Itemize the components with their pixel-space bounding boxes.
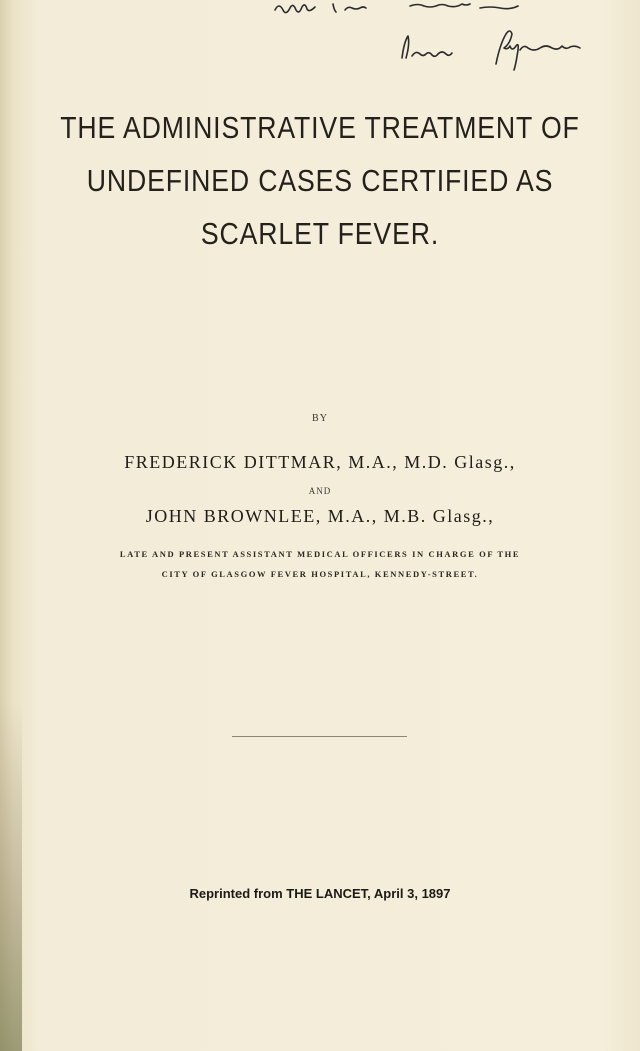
author-dittmar: FREDERICK DITTMAR, M.A., M.D. Glasg., [124, 452, 516, 472]
affiliation-line-2: CITY OF GLASGOW FEVER HOSPITAL, KENNEDY-STREET. [161, 569, 479, 579]
author-brownlee: JOHN BROWNLEE, M.A., M.B. Glasg., [145, 506, 495, 526]
handwritten-inscription [0, 0, 640, 80]
page-edge-stain [0, 700, 22, 1051]
affiliation-line-1: LATE AND PRESENT ASSISTANT MEDICAL OFFICERS IN CHARGE OF THE [119, 549, 521, 559]
title-line-2: UNDEFINED CASES CERTIFIED AS [86, 163, 554, 198]
byline: BY [312, 413, 328, 424]
title-line-3: SCARLET FEVER. [200, 216, 440, 251]
title-line-1: THE ADMINISTRATIVE TREATMENT OF [60, 110, 580, 145]
divider-rule [232, 736, 407, 737]
reprint-notice: Reprinted from THE LANCET, April 3, 1897 [189, 886, 451, 901]
author-conjunction: AND [308, 486, 332, 496]
